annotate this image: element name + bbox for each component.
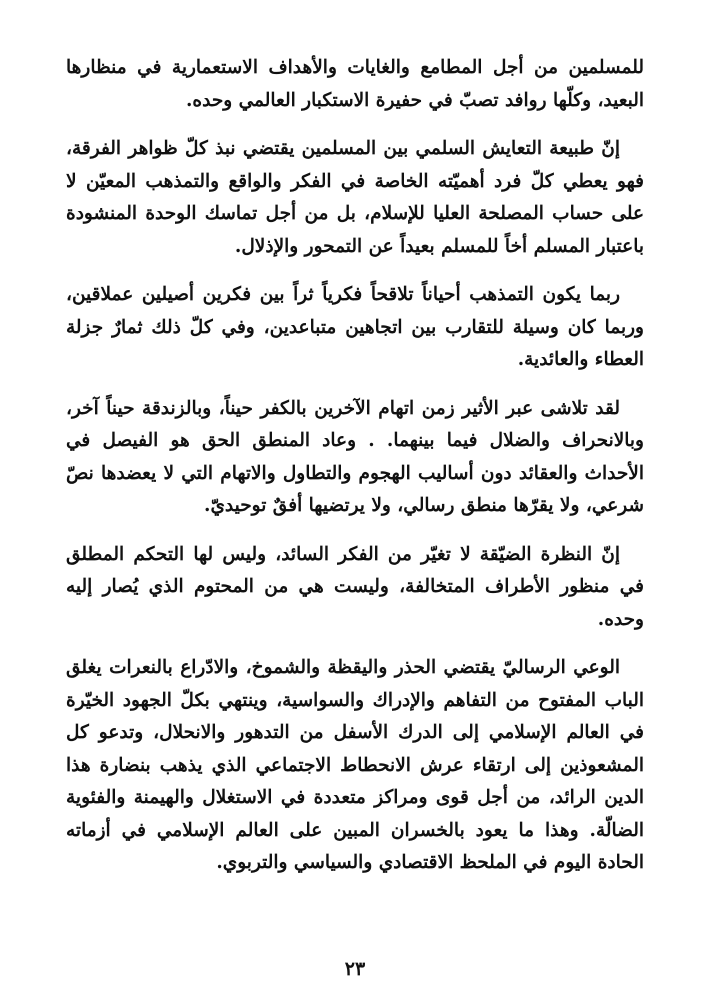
paragraph-5: إنّ النظرة الضيّقة لا تغيّر من الفكر السائد، وليس لها التحكم المطلق في منظور الأطراف المتخالفة، وليست هي من المحتوم الذي يُصار إليه وحده. — [66, 543, 644, 630]
paragraph-4: لقد تلاشى عبر الأثير زمن اتهام الآخرين بالكفر حيناً، وبالزندقة حيناً آخر، وبالانحراف والضلال فيما بينهما. . وعاد المنطق الحق هو الفيصل في الأحداث والعقائد دون أساليب الهجوم والتطاول والاتهام التي لا يعضدها نصّ شرعي، ولا يقرّها منطق رسالي، ولا يرتضيها أفقٌ توحيديّ. — [66, 397, 644, 516]
paragraph-2: إنّ طبيعة التعايش السلمي بين المسلمين يقتضي نبذ كلّ ظواهر الفرقة، فهو يعطي كلّ فرد أهميّته الخاصة في الفكر والواقع والتمذهب المعيّن لا على حساب المصلحة العليا للإسلام، بل من أجل تماسك الوحدة المنشودة باعتبار المسلم أخاً للمسلم بعيداً عن التمحور والإذلال. — [66, 138, 644, 257]
paragraph-1: للمسلمين من أجل المطامع والغايات والأهداف الاستعمارية في منظارها البعيد، وكلّها روافد تصبّ في حفيرة الاستكبار العالمي وحده. — [66, 57, 644, 111]
page-body — [66, 52, 644, 896]
paragraph-6: الوعي الرساليّ يقتضي الحذر واليقظة والشموخ، والادّراع بالنعرات يغلق الباب المفتوح من التفاهم والإدراك والسواسية، وينتهي بكلّ الجهود الخيّرة في العالم الإسلامي إلى الدرك الأسفل من التدهور والانحلال، وتدعو كل المشعوذين إلى ارتقاء عرش الانحطاط الاجتماعي الذي يذهب بنضارة هذا الدين الرائد، من أجل قوى ومراكز متعددة في الاستغلال والهيمنة والفئوية الضالّة. وهذا ما يعود بالخسران المبين على العالم الإسلامي في أزماته الحادة اليوم في الملحظ الاقتصادي والسياسي والتربوي. — [66, 657, 644, 873]
paragraph-3: ربما يكون التمذهب أحياناً تلاقحاً فكرياً ثراً بين فكرين أصيلين عملاقين، وربما كان وسيلة للتقارب بين اتجاهين متباعدين، وفي كلّ ذلك ثمارٌ جزلة العطاء والعائدية. — [66, 284, 644, 370]
page-number: ٢٣ — [344, 958, 366, 980]
